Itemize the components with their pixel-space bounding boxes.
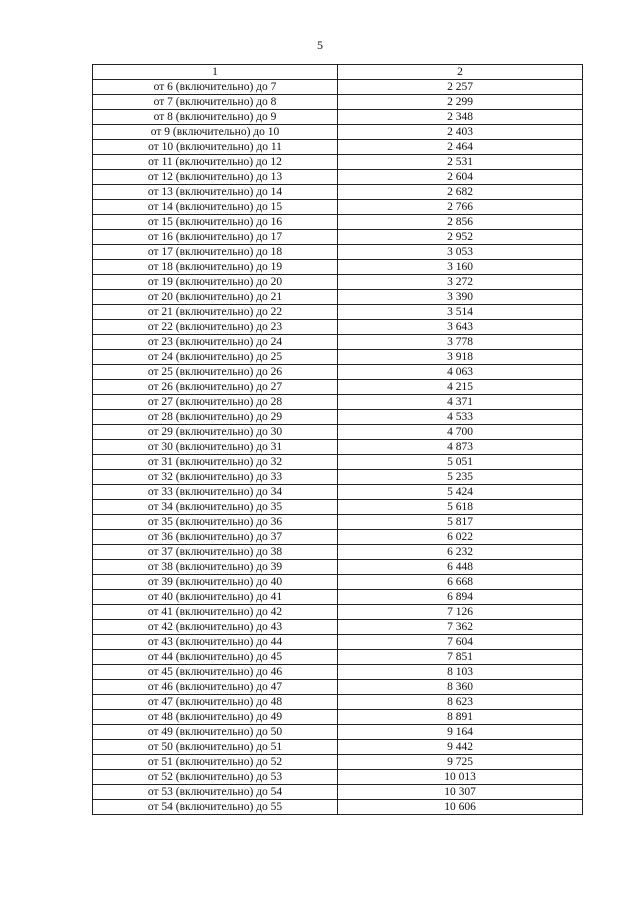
table-row	[93, 440, 583, 455]
value-cell: 9 164	[338, 725, 583, 740]
range-cell: от 22 (включительно) до 23	[93, 320, 338, 335]
range-cell: от 7 (включительно) до 8	[93, 95, 338, 110]
table-row	[93, 335, 583, 350]
table-row	[93, 170, 583, 185]
table-row	[93, 695, 583, 710]
range-cell: от 48 (включительно) до 49	[93, 710, 338, 725]
table-row	[93, 665, 583, 680]
value-cell: 2 531	[338, 155, 583, 170]
range-cell: от 8 (включительно) до 9	[93, 110, 338, 125]
range-cell: от 27 (включительно) до 28	[93, 395, 338, 410]
value-cell: 3 390	[338, 290, 583, 305]
range-cell: от 15 (включительно) до 16	[93, 215, 338, 230]
table-row	[93, 260, 583, 275]
table-row	[93, 80, 583, 95]
value-cell: 8 360	[338, 680, 583, 695]
range-cell: от 21 (включительно) до 22	[93, 305, 338, 320]
value-cell: 7 126	[338, 605, 583, 620]
value-cell: 2 257	[338, 80, 583, 95]
table-row	[93, 380, 583, 395]
table-row	[93, 110, 583, 125]
table-row	[93, 275, 583, 290]
range-cell: от 46 (включительно) до 47	[93, 680, 338, 695]
range-cell: от 29 (включительно) до 30	[93, 425, 338, 440]
range-cell: от 41 (включительно) до 42	[93, 605, 338, 620]
value-cell: 3 160	[338, 260, 583, 275]
range-cell: от 16 (включительно) до 17	[93, 230, 338, 245]
range-cell: от 35 (включительно) до 36	[93, 515, 338, 530]
range-cell: от 36 (включительно) до 37	[93, 530, 338, 545]
value-cell: 8 103	[338, 665, 583, 680]
table-row	[93, 755, 583, 770]
table-row	[93, 545, 583, 560]
range-cell: от 6 (включительно) до 7	[93, 80, 338, 95]
table-row	[93, 740, 583, 755]
table-row	[93, 140, 583, 155]
value-cell: 6 448	[338, 560, 583, 575]
table-row	[93, 635, 583, 650]
value-cell: 6 894	[338, 590, 583, 605]
value-cell: 8 891	[338, 710, 583, 725]
table-row	[93, 530, 583, 545]
range-cell: от 33 (включительно) до 34	[93, 485, 338, 500]
table-row	[93, 485, 583, 500]
value-cell: 5 051	[338, 455, 583, 470]
value-cell: 5 817	[338, 515, 583, 530]
range-cell: от 43 (включительно) до 44	[93, 635, 338, 650]
table-row	[93, 455, 583, 470]
value-cell: 5 618	[338, 500, 583, 515]
table-row	[93, 365, 583, 380]
range-cell: от 12 (включительно) до 13	[93, 170, 338, 185]
table-row	[93, 290, 583, 305]
value-cell: 2 604	[338, 170, 583, 185]
value-cell: 7 851	[338, 650, 583, 665]
range-cell: от 38 (включительно) до 39	[93, 560, 338, 575]
table-row	[93, 245, 583, 260]
table-row	[93, 410, 583, 425]
value-cell: 2 766	[338, 200, 583, 215]
value-cell: 10 307	[338, 785, 583, 800]
table-row	[93, 155, 583, 170]
range-cell: от 44 (включительно) до 45	[93, 650, 338, 665]
range-cell: от 17 (включительно) до 18	[93, 245, 338, 260]
table-row	[93, 230, 583, 245]
value-cell: 7 604	[338, 635, 583, 650]
range-cell: от 32 (включительно) до 33	[93, 470, 338, 485]
range-cell: от 26 (включительно) до 27	[93, 380, 338, 395]
range-cell: от 10 (включительно) до 11	[93, 140, 338, 155]
range-cell: от 34 (включительно) до 35	[93, 500, 338, 515]
value-cell: 5 235	[338, 470, 583, 485]
table-row	[93, 215, 583, 230]
range-cell: от 30 (включительно) до 31	[93, 440, 338, 455]
table-row	[93, 185, 583, 200]
value-cell: 10 606	[338, 800, 583, 815]
range-cell: от 45 (включительно) до 46	[93, 665, 338, 680]
table-row	[93, 650, 583, 665]
range-cell: от 19 (включительно) до 20	[93, 275, 338, 290]
value-cell: 2 952	[338, 230, 583, 245]
value-cell: 3 778	[338, 335, 583, 350]
value-cell: 9 725	[338, 755, 583, 770]
table-row	[93, 560, 583, 575]
range-cell: от 37 (включительно) до 38	[93, 545, 338, 560]
range-cell: от 51 (включительно) до 52	[93, 755, 338, 770]
range-cell: от 40 (включительно) до 41	[93, 590, 338, 605]
range-cell: от 49 (включительно) до 50	[93, 725, 338, 740]
range-cell: от 39 (включительно) до 40	[93, 575, 338, 590]
value-cell: 7 362	[338, 620, 583, 635]
range-cell: от 54 (включительно) до 55	[93, 800, 338, 815]
range-cell: от 50 (включительно) до 51	[93, 740, 338, 755]
table-row	[93, 470, 583, 485]
range-cell: от 25 (включительно) до 26	[93, 365, 338, 380]
table-row	[93, 590, 583, 605]
range-cell: от 23 (включительно) до 24	[93, 335, 338, 350]
value-cell: 10 013	[338, 770, 583, 785]
table-row	[93, 725, 583, 740]
table-row	[93, 200, 583, 215]
value-cell: 2 464	[338, 140, 583, 155]
value-cell: 4 215	[338, 380, 583, 395]
value-cell: 6 022	[338, 530, 583, 545]
value-cell: 4 063	[338, 365, 583, 380]
table-row	[93, 125, 583, 140]
value-cell: 2 403	[338, 125, 583, 140]
value-cell: 4 873	[338, 440, 583, 455]
column-header-1: 1	[93, 65, 338, 80]
value-cell: 2 856	[338, 215, 583, 230]
range-cell: от 20 (включительно) до 21	[93, 290, 338, 305]
table-row	[93, 305, 583, 320]
value-cell: 2 299	[338, 95, 583, 110]
table-row	[93, 395, 583, 410]
range-cell: от 14 (включительно) до 15	[93, 200, 338, 215]
value-cell: 3 514	[338, 305, 583, 320]
table-body	[93, 80, 583, 815]
value-cell: 6 232	[338, 545, 583, 560]
value-cell: 4 700	[338, 425, 583, 440]
value-cell: 2 682	[338, 185, 583, 200]
table-row	[93, 95, 583, 110]
range-cell: от 9 (включительно) до 10	[93, 125, 338, 140]
range-cell: от 31 (включительно) до 32	[93, 455, 338, 470]
table-row	[93, 785, 583, 800]
page-number: 5	[317, 38, 323, 52]
value-cell: 9 442	[338, 740, 583, 755]
value-cell: 4 371	[338, 395, 583, 410]
value-cell: 5 424	[338, 485, 583, 500]
value-cell: 3 643	[338, 320, 583, 335]
table-row	[93, 320, 583, 335]
table-row	[93, 515, 583, 530]
range-cell: от 24 (включительно) до 25	[93, 350, 338, 365]
range-cell: от 53 (включительно) до 54	[93, 785, 338, 800]
range-cell: от 11 (включительно) до 12	[93, 155, 338, 170]
table-row	[93, 620, 583, 635]
value-cell: 6 668	[338, 575, 583, 590]
table-row	[93, 710, 583, 725]
range-cell: от 52 (включительно) до 53	[93, 770, 338, 785]
value-cell: 3 272	[338, 275, 583, 290]
table-row	[93, 500, 583, 515]
rates-table	[92, 64, 583, 815]
value-cell: 3 918	[338, 350, 583, 365]
value-cell: 8 623	[338, 695, 583, 710]
range-cell: от 18 (включительно) до 19	[93, 260, 338, 275]
table-row	[93, 350, 583, 365]
table-row	[93, 425, 583, 440]
column-header-2: 2	[338, 65, 583, 80]
range-cell: от 42 (включительно) до 43	[93, 620, 338, 635]
value-cell: 4 533	[338, 410, 583, 425]
value-cell: 2 348	[338, 110, 583, 125]
table-row	[93, 605, 583, 620]
range-cell: от 28 (включительно) до 29	[93, 410, 338, 425]
table-row	[93, 770, 583, 785]
range-cell: от 13 (включительно) до 14	[93, 185, 338, 200]
table-row	[93, 800, 583, 815]
table-row	[93, 575, 583, 590]
value-cell: 3 053	[338, 245, 583, 260]
table-header-row	[93, 65, 583, 80]
table-row	[93, 680, 583, 695]
range-cell: от 47 (включительно) до 48	[93, 695, 338, 710]
